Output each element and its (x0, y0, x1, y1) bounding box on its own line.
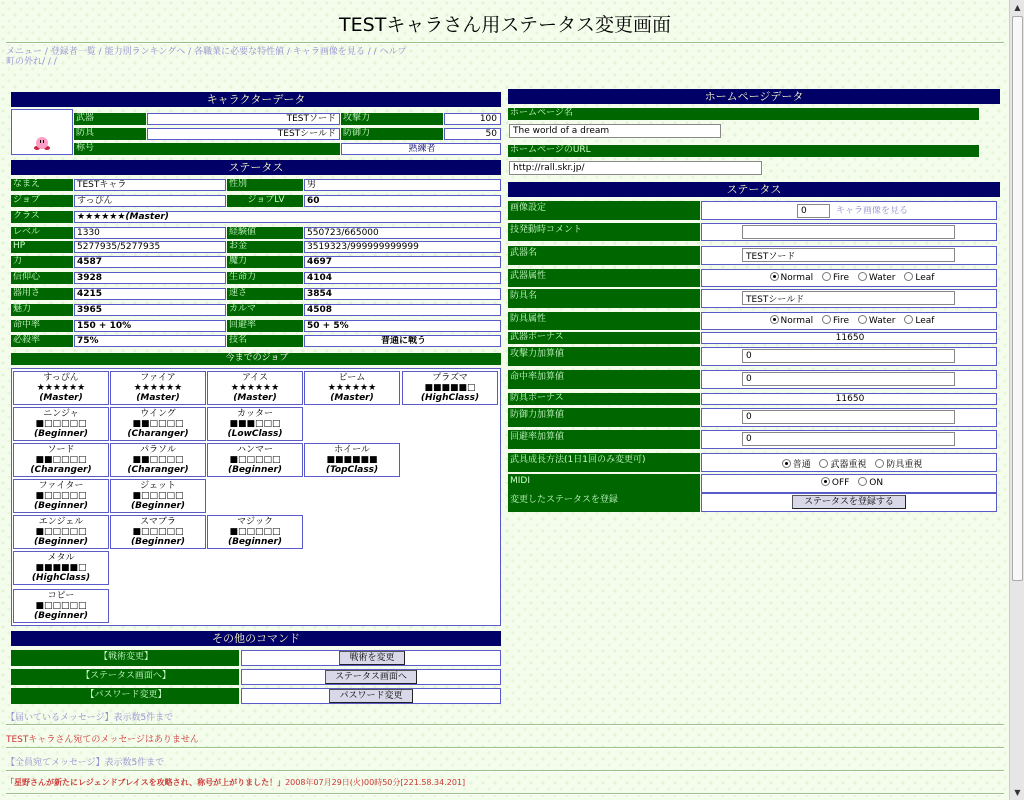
vertical-scrollbar[interactable] (1009, 0, 1024, 800)
kill-label: 必殺率 (11, 335, 73, 347)
job-stars: ■□□□□□ (132, 491, 184, 501)
cha-value: 3965 (74, 304, 226, 316)
vit-value: 4104 (304, 272, 501, 284)
status-screen-button[interactable]: ステータス画面へ (325, 670, 417, 684)
job-stars: ■■■□□□ (229, 419, 281, 429)
job-stars: ■■□□□□ (35, 455, 87, 465)
weapon-attr-normal-label: Normal (780, 273, 814, 283)
job-card (207, 371, 303, 405)
hit-label: 命中率 (11, 320, 73, 332)
job-card (207, 407, 303, 441)
growth-armor-label: 防具重視 (886, 460, 923, 470)
karma-value: 4508 (304, 304, 501, 316)
attack-value: 100 (444, 113, 501, 125)
job-name: スマブラ (140, 517, 176, 527)
job-rank: (Master) (39, 393, 83, 403)
level-value: 1330 (74, 227, 226, 239)
job-card (110, 407, 206, 441)
homepage-name-label: ホームページ名 (508, 108, 979, 120)
settings-header: ステータス (508, 182, 1000, 197)
job-name: メタル (47, 553, 75, 563)
job-label: ジョブ (11, 195, 73, 207)
job-stars: ■■■■■□ (35, 563, 87, 573)
job-value: すっぴん (74, 195, 226, 207)
faith-value: 3928 (74, 272, 226, 284)
job-rank: (LowClass) (227, 429, 283, 439)
armor-name-input[interactable] (742, 291, 955, 305)
image-number-input[interactable] (797, 204, 830, 218)
register-status-button[interactable]: ステータスを登録する (792, 495, 906, 509)
growth-normal-label: 普通 (792, 460, 811, 470)
job-stars: ■■■■■□ (424, 383, 476, 393)
all-messages-heading: 【全員宛てメッセージ】表示数5件まで (6, 758, 165, 768)
job-rank: (Charanger) (127, 465, 189, 475)
def-add-input[interactable] (742, 410, 955, 424)
weapon-attr-fire-label: Fire (832, 273, 850, 283)
avatar (11, 109, 73, 155)
weapon-label: 武器 (74, 113, 146, 125)
kill-value: 75% (74, 335, 226, 347)
armor-attr-normal-radio[interactable] (770, 315, 779, 324)
title-label: 称号 (74, 143, 340, 155)
skill-comment-label: 技発動時コメント (508, 223, 700, 241)
eva-add-input[interactable] (742, 432, 955, 446)
growth-weapon-label: 武器重視 (830, 460, 867, 470)
news-message (6, 777, 465, 788)
weapon-attr-water-radio[interactable] (858, 272, 867, 281)
job-card (304, 371, 400, 405)
class-value: ★★★★★★(Master) (74, 211, 501, 223)
commands-header: その他のコマンド (11, 631, 501, 646)
weapon-attr-cell (701, 269, 997, 287)
exp-value: 550723/665000 (304, 227, 501, 239)
nav-ranking-link[interactable]: 能力別ランキングへ (104, 47, 186, 57)
weapon-attr-fire-radio[interactable] (822, 272, 831, 281)
growth-cell (701, 453, 997, 472)
divider (6, 42, 1004, 44)
job-stars: ■□□□□□ (229, 527, 281, 537)
job-card (402, 371, 498, 405)
image-setting-label: 画像設定 (508, 201, 700, 220)
job-name: ニンジャ (43, 409, 79, 419)
armor-attr-leaf-radio[interactable] (904, 315, 913, 324)
job-stars: ■□□□□□ (35, 419, 87, 429)
gold-label: お金 (227, 241, 303, 253)
job-stars: ■□□□□□ (35, 527, 87, 537)
growth-armor-radio[interactable] (875, 459, 884, 468)
homepage-url-input[interactable] (509, 161, 762, 175)
nav-help-link[interactable]: ヘルプ (379, 47, 407, 57)
job-stars: ★★★★★★ (230, 383, 280, 393)
news-meta: 2008年07月29日(火)00時50分[221.58.34.201] (285, 778, 466, 787)
weapon-attr-normal-radio[interactable] (770, 272, 779, 281)
class-label: クラス (11, 211, 73, 223)
nav-chara-images-link[interactable]: キャラ画像を見る (292, 47, 365, 57)
change-password-button[interactable]: パスワード変更 (329, 689, 413, 703)
midi-on-label: ON (869, 478, 884, 488)
divider (6, 770, 1004, 772)
vit-label: 生命力 (227, 272, 303, 284)
command-label-password: 【パスワード変更】 (11, 688, 239, 704)
joblv-value: 60 (304, 195, 501, 207)
job-card (13, 371, 109, 405)
job-rank: (Master) (233, 393, 277, 403)
scrollbar-thumb[interactable] (1012, 16, 1023, 581)
armor-attr-water-radio[interactable] (858, 315, 867, 324)
armor-bonus-label: 防具ボーナス (508, 393, 700, 405)
name-label: なまえ (11, 179, 73, 191)
jobs-header: 今までのジョブ (11, 353, 501, 365)
name-value: TESTキャラ (74, 179, 226, 191)
armor-attr-fire-radio[interactable] (822, 315, 831, 324)
job-rank: (Beginner) (33, 429, 89, 439)
hp-value: 5277935/5277935 (74, 241, 226, 253)
job-rank: (Beginner) (227, 537, 283, 547)
nav-menu-link[interactable]: メニュー (6, 47, 43, 57)
job-stars: ■□□□□□ (132, 527, 184, 537)
job-stars: ★★★★★★ (327, 383, 377, 393)
job-card (13, 407, 109, 441)
job-card (13, 589, 109, 623)
job-rank: (Beginner) (227, 465, 283, 475)
weapon-value: TESTソード (147, 113, 340, 125)
received-messages-heading: 【届いているメッセージ】表示数5件まで (6, 713, 174, 723)
submit-label: 変更したステータスを登録 (508, 493, 700, 512)
eva-label: 回避率 (227, 320, 303, 332)
weapon-name-input[interactable] (742, 248, 955, 262)
job-rank: (Charanger) (127, 429, 189, 439)
level-label: レベル (11, 227, 73, 239)
homepage-header: ホームページデータ (508, 89, 1000, 104)
def-add-label: 防御力加算値 (508, 408, 700, 427)
weapon-bonus-label: 武器ボーナス (508, 332, 700, 344)
job-name: すっぴん (43, 373, 79, 383)
mag-value: 4697 (304, 256, 501, 268)
kirby-icon (34, 136, 50, 150)
job-rank: (HighClass) (420, 393, 480, 403)
job-name: カッター (237, 409, 273, 419)
defense-value: 50 (444, 128, 501, 140)
job-name: パラソル (139, 445, 176, 455)
divider (6, 724, 1004, 726)
job-rank: (Beginner) (130, 537, 186, 547)
nav-registrants-link[interactable]: 登録者一覧 (50, 47, 96, 57)
job-name: ハンマー (236, 445, 273, 455)
page-title: TESTキャラさん用ステータス変更画面 (339, 14, 671, 36)
scroll-down-arrow-icon[interactable]: ▼ (1014, 788, 1021, 797)
job-name: ジェット (140, 481, 176, 491)
gender-label: 性別 (227, 179, 303, 191)
weapon-attr-leaf-radio[interactable] (904, 272, 913, 281)
job-card (207, 515, 303, 549)
command-label-status: 【ステータス画面へ】 (11, 669, 239, 685)
job-rank: (Beginner) (33, 611, 89, 621)
weapon-attr-leaf-label: Leaf (915, 273, 935, 283)
job-rank: (TopClass) (325, 465, 379, 475)
news-headline: 「星野さんが新たにレジェンドブレイスを攻略され、称号が上がりました！」 (6, 778, 286, 787)
spd-value: 3854 (304, 288, 501, 300)
armor-bonus-value: 11650 (701, 393, 997, 405)
job-rank: (Charanger) (30, 465, 92, 475)
job-name: ウイング (140, 409, 176, 419)
character-data-header: キャラクターデータ (11, 92, 501, 107)
job-name: ホイール (334, 445, 370, 455)
job-name: エンジェル (38, 517, 84, 527)
job-card (110, 479, 206, 513)
job-name: アイス (241, 373, 269, 383)
job-card (13, 443, 109, 477)
job-stars: ★★★★★★ (36, 383, 86, 393)
no-messages-text: TESTキャラさん宛てのメッセージはありません (6, 735, 199, 745)
joblv-label: ジョブLV (227, 195, 303, 207)
job-card (13, 515, 109, 549)
job-rank: (Master) (330, 393, 374, 403)
view-images-link[interactable]: キャラ画像を見る (836, 206, 909, 216)
job-stars: ■■■■■■ (326, 455, 378, 465)
armor-value: TESTシールド (147, 128, 340, 140)
job-name: コピー (47, 591, 75, 601)
job-rank: (Beginner) (130, 501, 186, 511)
homepage-name-input[interactable] (509, 124, 721, 138)
spd-label: 速さ (227, 288, 303, 300)
job-card (110, 371, 206, 405)
tech-label: 技名 (227, 335, 303, 347)
midi-cell (701, 474, 997, 493)
weapon-name-label: 武器名 (508, 246, 700, 265)
job-stars: ■■□□□□ (132, 419, 184, 429)
mag-label: 魔力 (227, 256, 303, 268)
hit-value: 150 + 10% (74, 320, 226, 332)
status-header: ステータス (11, 160, 501, 175)
eva-value: 50 + 5% (304, 320, 501, 332)
armor-attr-fire-label: Fire (832, 316, 850, 326)
faith-label: 信仰心 (11, 272, 73, 284)
tech-value: 普通に戦う (304, 335, 501, 347)
midi-label: MIDI (508, 474, 700, 493)
job-name: ファイア (140, 373, 176, 383)
growth-label: 武具成長方法(1日1回のみ変更可) (508, 453, 700, 472)
atk-add-label: 攻撃力加算値 (508, 347, 700, 366)
atk-add-input[interactable] (742, 349, 955, 363)
dex-value: 4215 (74, 288, 226, 300)
midi-off-radio[interactable] (821, 477, 830, 486)
gold-value: 3519323/999999999999 (304, 241, 501, 253)
armor-attr-cell (701, 312, 997, 330)
job-stars: ■□□□□□ (229, 455, 281, 465)
job-card (207, 443, 303, 477)
job-card (13, 551, 109, 585)
change-tactics-button[interactable]: 戦術を変更 (339, 651, 405, 665)
job-stars: ★★★★★★ (133, 383, 183, 393)
weapon-attr-water-label: Water (868, 273, 896, 283)
job-rank: (Beginner) (33, 537, 89, 547)
armor-attr-leaf-label: Leaf (915, 316, 935, 326)
job-card (13, 479, 109, 513)
job-rank: (HighClass) (31, 573, 91, 583)
homepage-url-label: ホームページのURL (508, 145, 979, 157)
title-value: 熟練者 (341, 143, 501, 155)
nav-job-traits-link[interactable]: 各職業に必要な特性値 (194, 47, 285, 57)
divider (6, 793, 1004, 795)
job-name: ソード (47, 445, 75, 455)
scroll-up-arrow-icon[interactable]: ▲ (1014, 3, 1021, 12)
exp-label: 経験値 (227, 227, 303, 239)
karma-label: カルマ (227, 304, 303, 316)
armor-name-label: 防具名 (508, 289, 700, 308)
divider (6, 747, 1004, 749)
job-name: ビーム (338, 373, 366, 383)
job-name: マジック (236, 517, 273, 527)
job-name: プラズマ (432, 373, 468, 383)
gender-value: 男 (304, 179, 501, 191)
midi-on-radio[interactable] (858, 477, 867, 486)
weapon-bonus-value: 11650 (701, 332, 997, 344)
defense-label: 防御力 (341, 128, 443, 140)
job-rank: (Beginner) (33, 501, 89, 511)
dex-label: 器用さ (11, 288, 73, 300)
skill-comment-input[interactable] (742, 225, 955, 239)
nav-links: メニュー / 登録者一覧 / 能力別ランキングへ / 各職業に必要な特性値 / キャラ画像を見る / / ヘルプ 町の外れ/ / / (6, 47, 407, 67)
hp-label: HP (11, 241, 73, 253)
str-label: 力 (11, 256, 73, 268)
nav-town-outskirts-link[interactable]: 町の外れ/ / / (6, 57, 57, 67)
job-card (304, 443, 400, 477)
job-stars: ■□□□□□ (35, 491, 87, 501)
midi-off-label: OFF (831, 478, 850, 488)
job-rank: (Master) (136, 393, 180, 403)
armor-attr-water-label: Water (868, 316, 896, 326)
armor-attr-normal-label: Normal (780, 316, 814, 326)
armor-label: 防具 (74, 128, 146, 140)
command-label-tactics: 【戦術変更】 (11, 650, 239, 666)
job-stars: ■■□□□□ (132, 455, 184, 465)
job-stars: ■□□□□□ (35, 601, 87, 611)
cha-label: 魅力 (11, 304, 73, 316)
growth-weapon-radio[interactable] (819, 459, 828, 468)
weapon-attr-label: 武器属性 (508, 269, 700, 287)
eva-add-label: 回避率加算値 (508, 430, 700, 449)
hit-add-label: 命中率加算値 (508, 370, 700, 389)
attack-label: 攻撃力 (341, 113, 443, 125)
job-card (110, 443, 206, 477)
hit-add-input[interactable] (742, 372, 955, 386)
job-name: ファイター (38, 481, 84, 491)
growth-normal-radio[interactable] (782, 459, 791, 468)
armor-attr-label: 防具属性 (508, 312, 700, 330)
job-card (110, 515, 206, 549)
str-value: 4587 (74, 256, 226, 268)
